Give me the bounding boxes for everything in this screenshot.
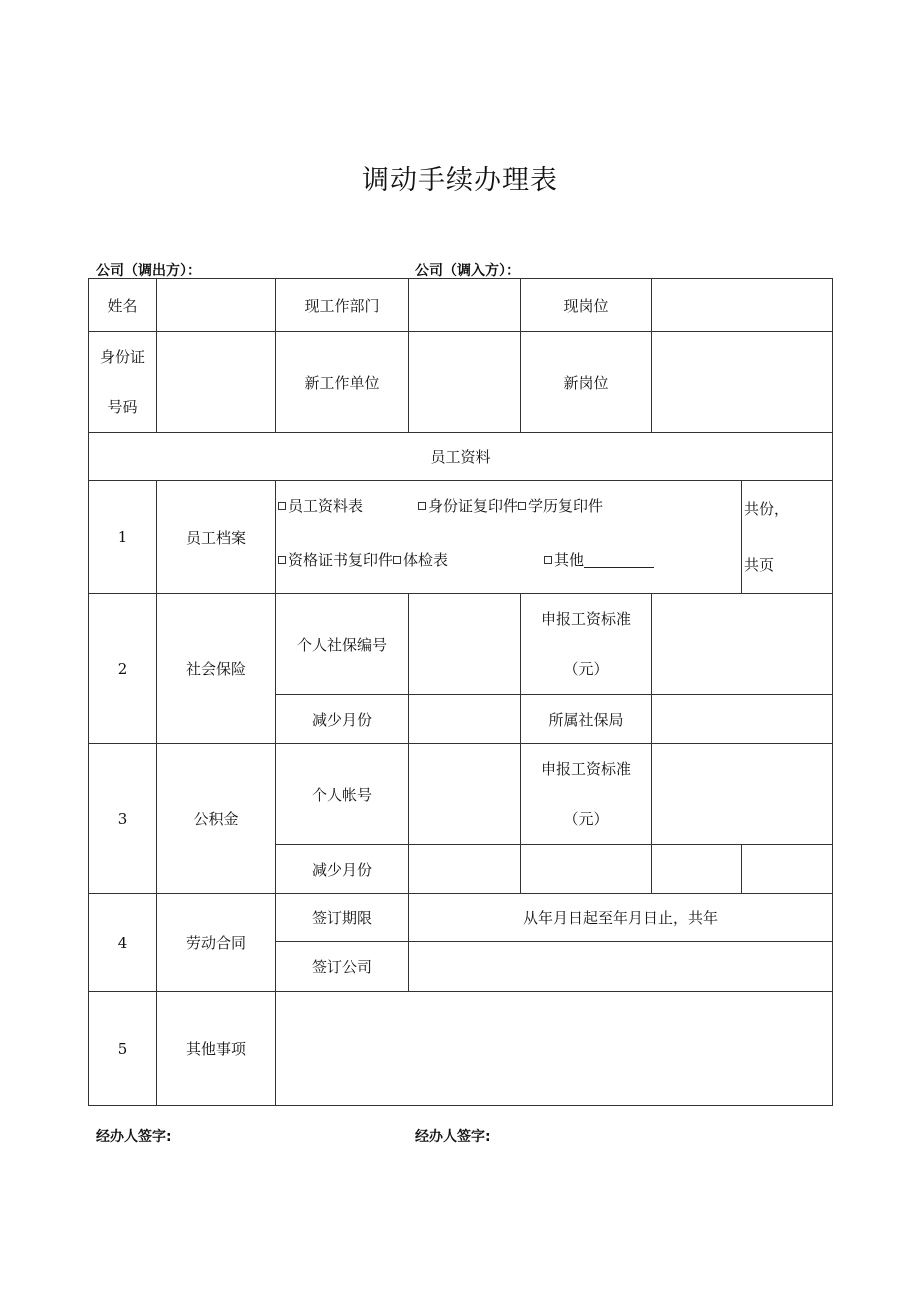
archive-label: 员工档案: [157, 481, 276, 594]
copies-cell: [742, 481, 833, 594]
id-number-value-cell[interactable]: [157, 332, 276, 433]
wage-standard-label-1: [521, 594, 652, 695]
transfer-form-table: [88, 278, 833, 1106]
social-bureau-value-cell[interactable]: [652, 695, 833, 744]
id-label-line1: 身份证: [99, 348, 145, 366]
id-number-label: [89, 332, 157, 433]
checkbox-id-copy[interactable]: [418, 502, 426, 510]
copies-label: 共份，: [744, 500, 790, 518]
empty-cell-a[interactable]: [521, 845, 652, 894]
option-cert-copy: 资格证书复印件: [288, 551, 394, 569]
checkbox-health[interactable]: [393, 556, 401, 564]
handler-signature-left: 经办人签字:: [96, 1129, 172, 1145]
new-post-value-cell[interactable]: [652, 332, 833, 433]
current-post-value-cell[interactable]: [652, 279, 833, 332]
social-bureau-label: 所属社保局: [521, 695, 652, 744]
option-employee-form: 员工资料表: [288, 497, 364, 515]
reduce-month-label-2: 减少月份: [276, 845, 409, 894]
social-insurance-label: 社会保险: [157, 594, 276, 744]
item-number-4: 4: [89, 894, 157, 992]
current-post-label: 现岗位: [521, 279, 652, 332]
option-edu-copy: 学历复印件: [528, 497, 604, 515]
wage-standard-value-cell-2[interactable]: [652, 744, 833, 845]
new-post-label: 新岗位: [521, 332, 652, 433]
item-number-2: 2: [89, 594, 157, 744]
empty-cell-b[interactable]: [652, 845, 742, 894]
item-number-1: 1: [89, 481, 157, 594]
social-no-label: 个人社保编号: [276, 594, 409, 695]
other-matters-label: 其他事项: [157, 992, 276, 1106]
option-id-copy: 身份证复印件: [428, 497, 519, 515]
current-dept-value-cell[interactable]: [409, 279, 521, 332]
wage-standard-text-2: 申报工资标准: [540, 760, 631, 778]
empty-cell-c[interactable]: [742, 845, 833, 894]
new-unit-value-cell[interactable]: [409, 332, 521, 433]
option-other: 其他: [554, 551, 585, 569]
contract-period-text: 从年月日起至年月日止，共年: [409, 894, 833, 942]
social-no-value-cell[interactable]: [409, 594, 521, 695]
form-title: 调动手续办理表: [362, 165, 558, 196]
from-company-label: 公司（调出方）：: [96, 263, 201, 279]
wage-standard-label-2: [521, 744, 652, 845]
pages-label: 共页: [744, 556, 775, 574]
housing-fund-label: 公积金: [157, 744, 276, 894]
sign-company-label: 签订公司: [276, 942, 409, 992]
wage-standard-value-cell-1[interactable]: [652, 594, 833, 695]
wage-standard-text-1: 申报工资标准: [540, 610, 631, 628]
account-no-value-cell[interactable]: [409, 744, 521, 845]
wage-standard-unit-2: （元）: [563, 810, 609, 828]
option-health: 体检表: [403, 551, 449, 569]
reduce-month-value-cell-2[interactable]: [409, 845, 521, 894]
checkbox-edu-copy[interactable]: [518, 502, 526, 510]
sign-company-value-cell[interactable]: [409, 942, 833, 992]
to-company-label: 公司（调入方）：: [415, 263, 520, 279]
current-dept-label: 现工作部门: [276, 279, 409, 332]
name-value-cell[interactable]: [157, 279, 276, 332]
item-number-3: 3: [89, 744, 157, 894]
reduce-month-label-1: 减少月份: [276, 695, 409, 744]
wage-standard-unit-1: （元）: [563, 660, 609, 678]
checkbox-employee-form[interactable]: [278, 502, 286, 510]
other-blank-line[interactable]: [584, 553, 654, 568]
sign-period-label: 签订期限: [276, 894, 409, 942]
archive-checklist: [276, 481, 742, 594]
checkbox-cert-copy[interactable]: [278, 556, 286, 564]
new-unit-label: 新工作单位: [276, 332, 409, 433]
item-number-5: 5: [89, 992, 157, 1106]
name-label: 姓名: [89, 279, 157, 332]
other-matters-value-cell[interactable]: [276, 992, 833, 1106]
reduce-month-value-cell-1[interactable]: [409, 695, 521, 744]
labor-contract-label: 劳动合同: [157, 894, 276, 992]
id-label-line2: 号码: [107, 398, 138, 416]
checkbox-other[interactable]: [544, 556, 552, 564]
handler-signature-right: 经办人签字:: [415, 1129, 491, 1145]
employee-info-section: 员工资料: [89, 433, 833, 481]
account-no-label: 个人帐号: [276, 744, 409, 845]
